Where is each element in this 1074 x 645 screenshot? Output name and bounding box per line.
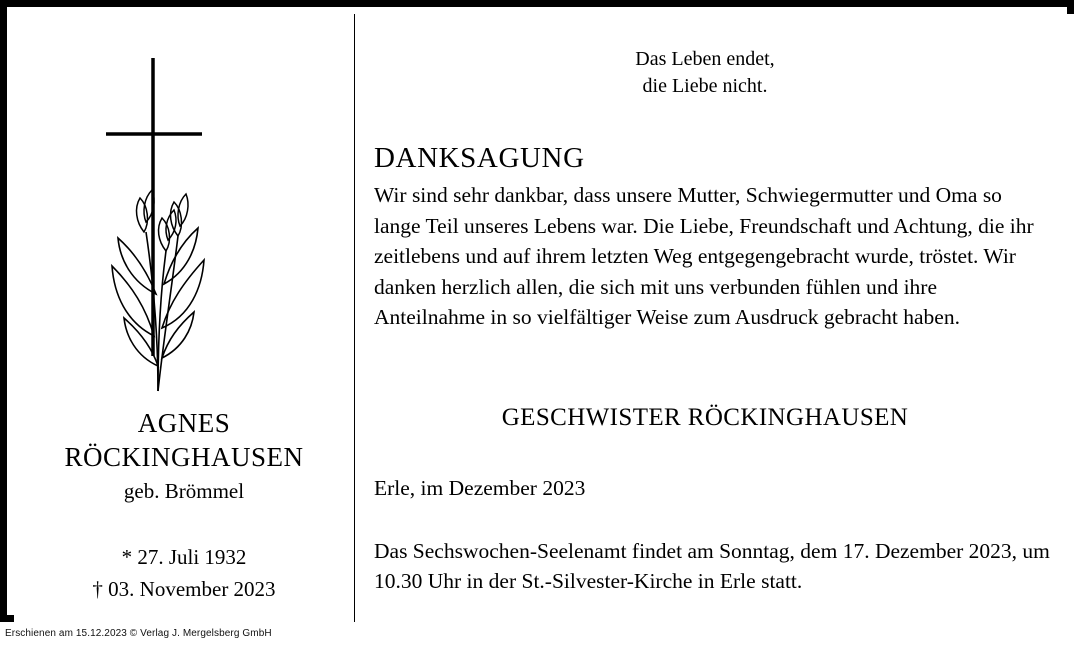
motto	[355, 46, 1055, 100]
motto-line-1: Das Leben endet,	[635, 48, 775, 70]
birth-date: * 27. Juli 1932	[121, 545, 247, 569]
right-column	[355, 14, 1074, 622]
motto-line-2: die Liebe nicht.	[642, 75, 768, 97]
deceased-dates	[14, 541, 354, 605]
service-note: Das Sechswochen-Seelenamt findet am Sonntag, dem 17. Dezember 2023, um 10.30 Uhr in der St.-Silvester-Kirche in Erle statt.	[374, 539, 1050, 593]
deceased-first-name: AGNES	[137, 408, 231, 438]
thank-you-text: Wir sind sehr dankbar, dass unsere Mutter, Schwiegermutter und Oma so lange Teil unseres Lebens war. Die Liebe, Freundschaft und Achtung, die ihr zeitlebens und auf ihrem letzten Weg entgegengebracht wurde, tröstet. Wir danken herzlich allen, die sich mit uns verbunden fühlen und ihre Anteilnahme in so vielfältiger Weise zum Ausdruck gebracht haben.	[374, 183, 1034, 329]
deceased-last-name: RÖCKINGHAUSEN	[64, 442, 304, 472]
left-column	[14, 14, 354, 622]
page-title: DANKSAGUNG	[374, 142, 585, 174]
obituary-card-inner	[14, 14, 1074, 622]
family-signature: GESCHWISTER RÖCKINGHAUSEN	[501, 404, 909, 431]
place-and-date: Erle, im Dezember 2023	[374, 476, 586, 500]
deceased-maiden-name: geb. Brömmel	[123, 479, 245, 503]
publication-footer: Erschienen am 15.12.2023 © Verlag J. Mergelsberg GmbH	[5, 628, 272, 639]
cross-with-wheat-icon	[74, 36, 294, 396]
deceased-name-block	[14, 406, 354, 506]
death-date: † 03. November 2023	[92, 577, 276, 601]
